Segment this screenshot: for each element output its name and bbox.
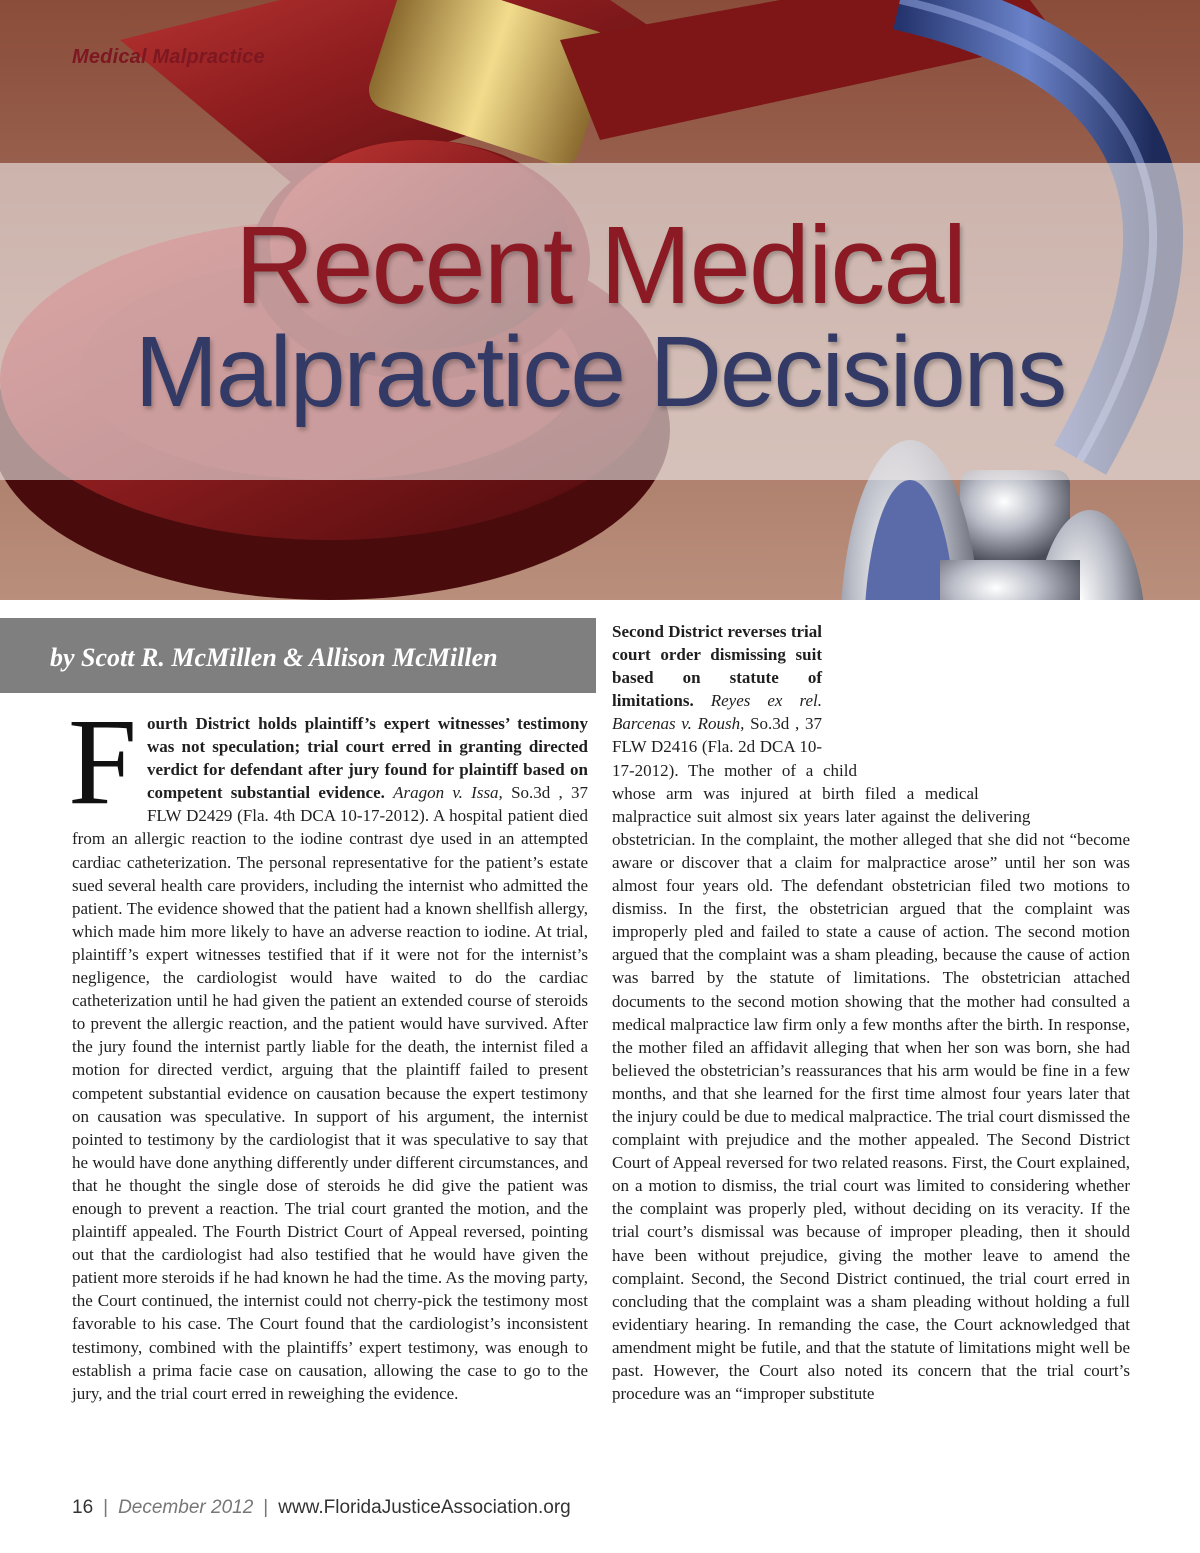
dropcap: F (68, 693, 137, 830)
issue-date: December 2012 (118, 1497, 254, 1518)
article-column-left (68, 693, 589, 1405)
footer-separator: | (103, 1497, 109, 1518)
case-body: A hospital patient died from an allergic reaction to the iodine contrast dye used in an attempted cardiac catheterization. The personal representative for the patient’s estate sued several health care providers, including the internist who admitted the patient. The evidence showed that the patient had a known shellfish allergy, which made him more likely to have an adverse reaction to iodine. At trial, plaintiff’s expert witnesses testified that if it were not for the internist’s negligence, the cardiologist would have waited to do the cardiac catheterization until he had given the patient an extended course of steroids to prevent the allergic reaction, and the patient would have survived. After the jury found the internist partly liable for the death, the internist filed a motion for directed verdict, arguing that the plaintiff failed to present competent substantial evidence on causation because the expert testimony on causation was speculative. In support of his argument, the internist pointed to testimony by the cardiologist that it was speculative to say that he would have done anything differently under different circumstances, and that he thought the single dose of steroids he did give the patient was enough to prevent a reaction. The trial court granted the motion, and the plaintiff appealed. The Fourth District Court of Appeal reversed, pointing out that the cardiologist had also testified that he would have given the patient more steroids if he had known he had the time. As the moving party, the Court continued, the internist could not cherry-pick the testimony most favorable to his case. The Court found that the cardiologist’s inconsistent testimony, combined with the plaintiffs’ expert testimony, was enough to establish a prima facie case on causation, allowing the case to go to the jury, and the trial court erred in reweighing the evidence. (72, 806, 589, 1403)
website-link[interactable]: www.FloridaJusticeAssociation.org (278, 1497, 571, 1518)
case-headline: Second District reverses trial court order dismissing suit based on statute of limitations. (612, 622, 822, 711)
byline: by Scott R. McMillen & Allison McMillen (50, 643, 498, 672)
case-citation-name: Aragon v. Issa, (393, 783, 503, 803)
page-number: 16 (72, 1497, 94, 1518)
page-title-line-1: Recent Medical (234, 204, 966, 327)
image-wrap-spacer (822, 620, 1130, 808)
section-label: Medical Malpractice (72, 46, 265, 68)
case-citation-name: Reyes ex rel. Barcenas v. Roush, (612, 691, 823, 734)
case-citation-reporter: So.3d , 37 FLW D2416 (Fla. 2d DCA 10-17-2012). (612, 714, 822, 780)
article-column-right (612, 620, 1130, 1405)
case-citation-reporter: So.3d , 37 FLW D2429 (Fla. 4th DCA 10-17-2012). (146, 783, 588, 826)
page-footer (72, 1497, 571, 1519)
page-title-line-2: Malpractice Decisions (134, 316, 1066, 428)
case-headline: ourth District holds plaintiff’s expert witnesses’ testimony was not speculation; trial court erred in granting directed verdict for defendant after jury found for plaintiff based on competent substantial evidence. (146, 714, 588, 803)
footer-separator: | (263, 1497, 269, 1518)
case-body: The mother of a child whose arm was injured at birth filed a medical malpractice suit almost six years later against the delivering obstetrician. In the complaint, the mother alleged that she did not “become aware or discover that a claim for malpractice arose” until her son was almost four years old. The defendant obstetrician filed two motions to dismiss. In the first, the obstetrician argued that the complaint was improperly pled and failed to state a cause of action. The second motion argued that the complaint was a sham pleading, because the cause of action was barred by the statute of limitations. The obstetrician attached documents to the second motion showing that the mother had consulted a medical malpractice law firm only a few months after the birth. In response, the mother filed an affidavit alleging that when her son was born, she had believed the obstetrician’s reassurances that his arm would be fine in a few months, and that she learned for the first time almost four years later that the injury could be due to medical malpractice. The trial court dismissed the complaint with prejudice and the mother appealed. The Second District Court of Appeal reversed for two related reasons. First, the Court explained, on a motion to dismiss, the trial court was limited to considering whether the complaint was properly pled, without deciding on its veracity. If the trial court’s dismissal was because of improper pleading, then it should have been without prejudice, giving the mother leave to amend the complaint. Second, the Second District continued, the trial court erred in concluding that the complaint was a sham pleading without holding a full evidentiary hearing. In remanding the case, the Court acknowledged that amendment might be futile, and that the statute of limitations might well be past. However, the Court also noted its concern that the trial court’s procedure was an “improper substitute (612, 760, 1130, 1404)
